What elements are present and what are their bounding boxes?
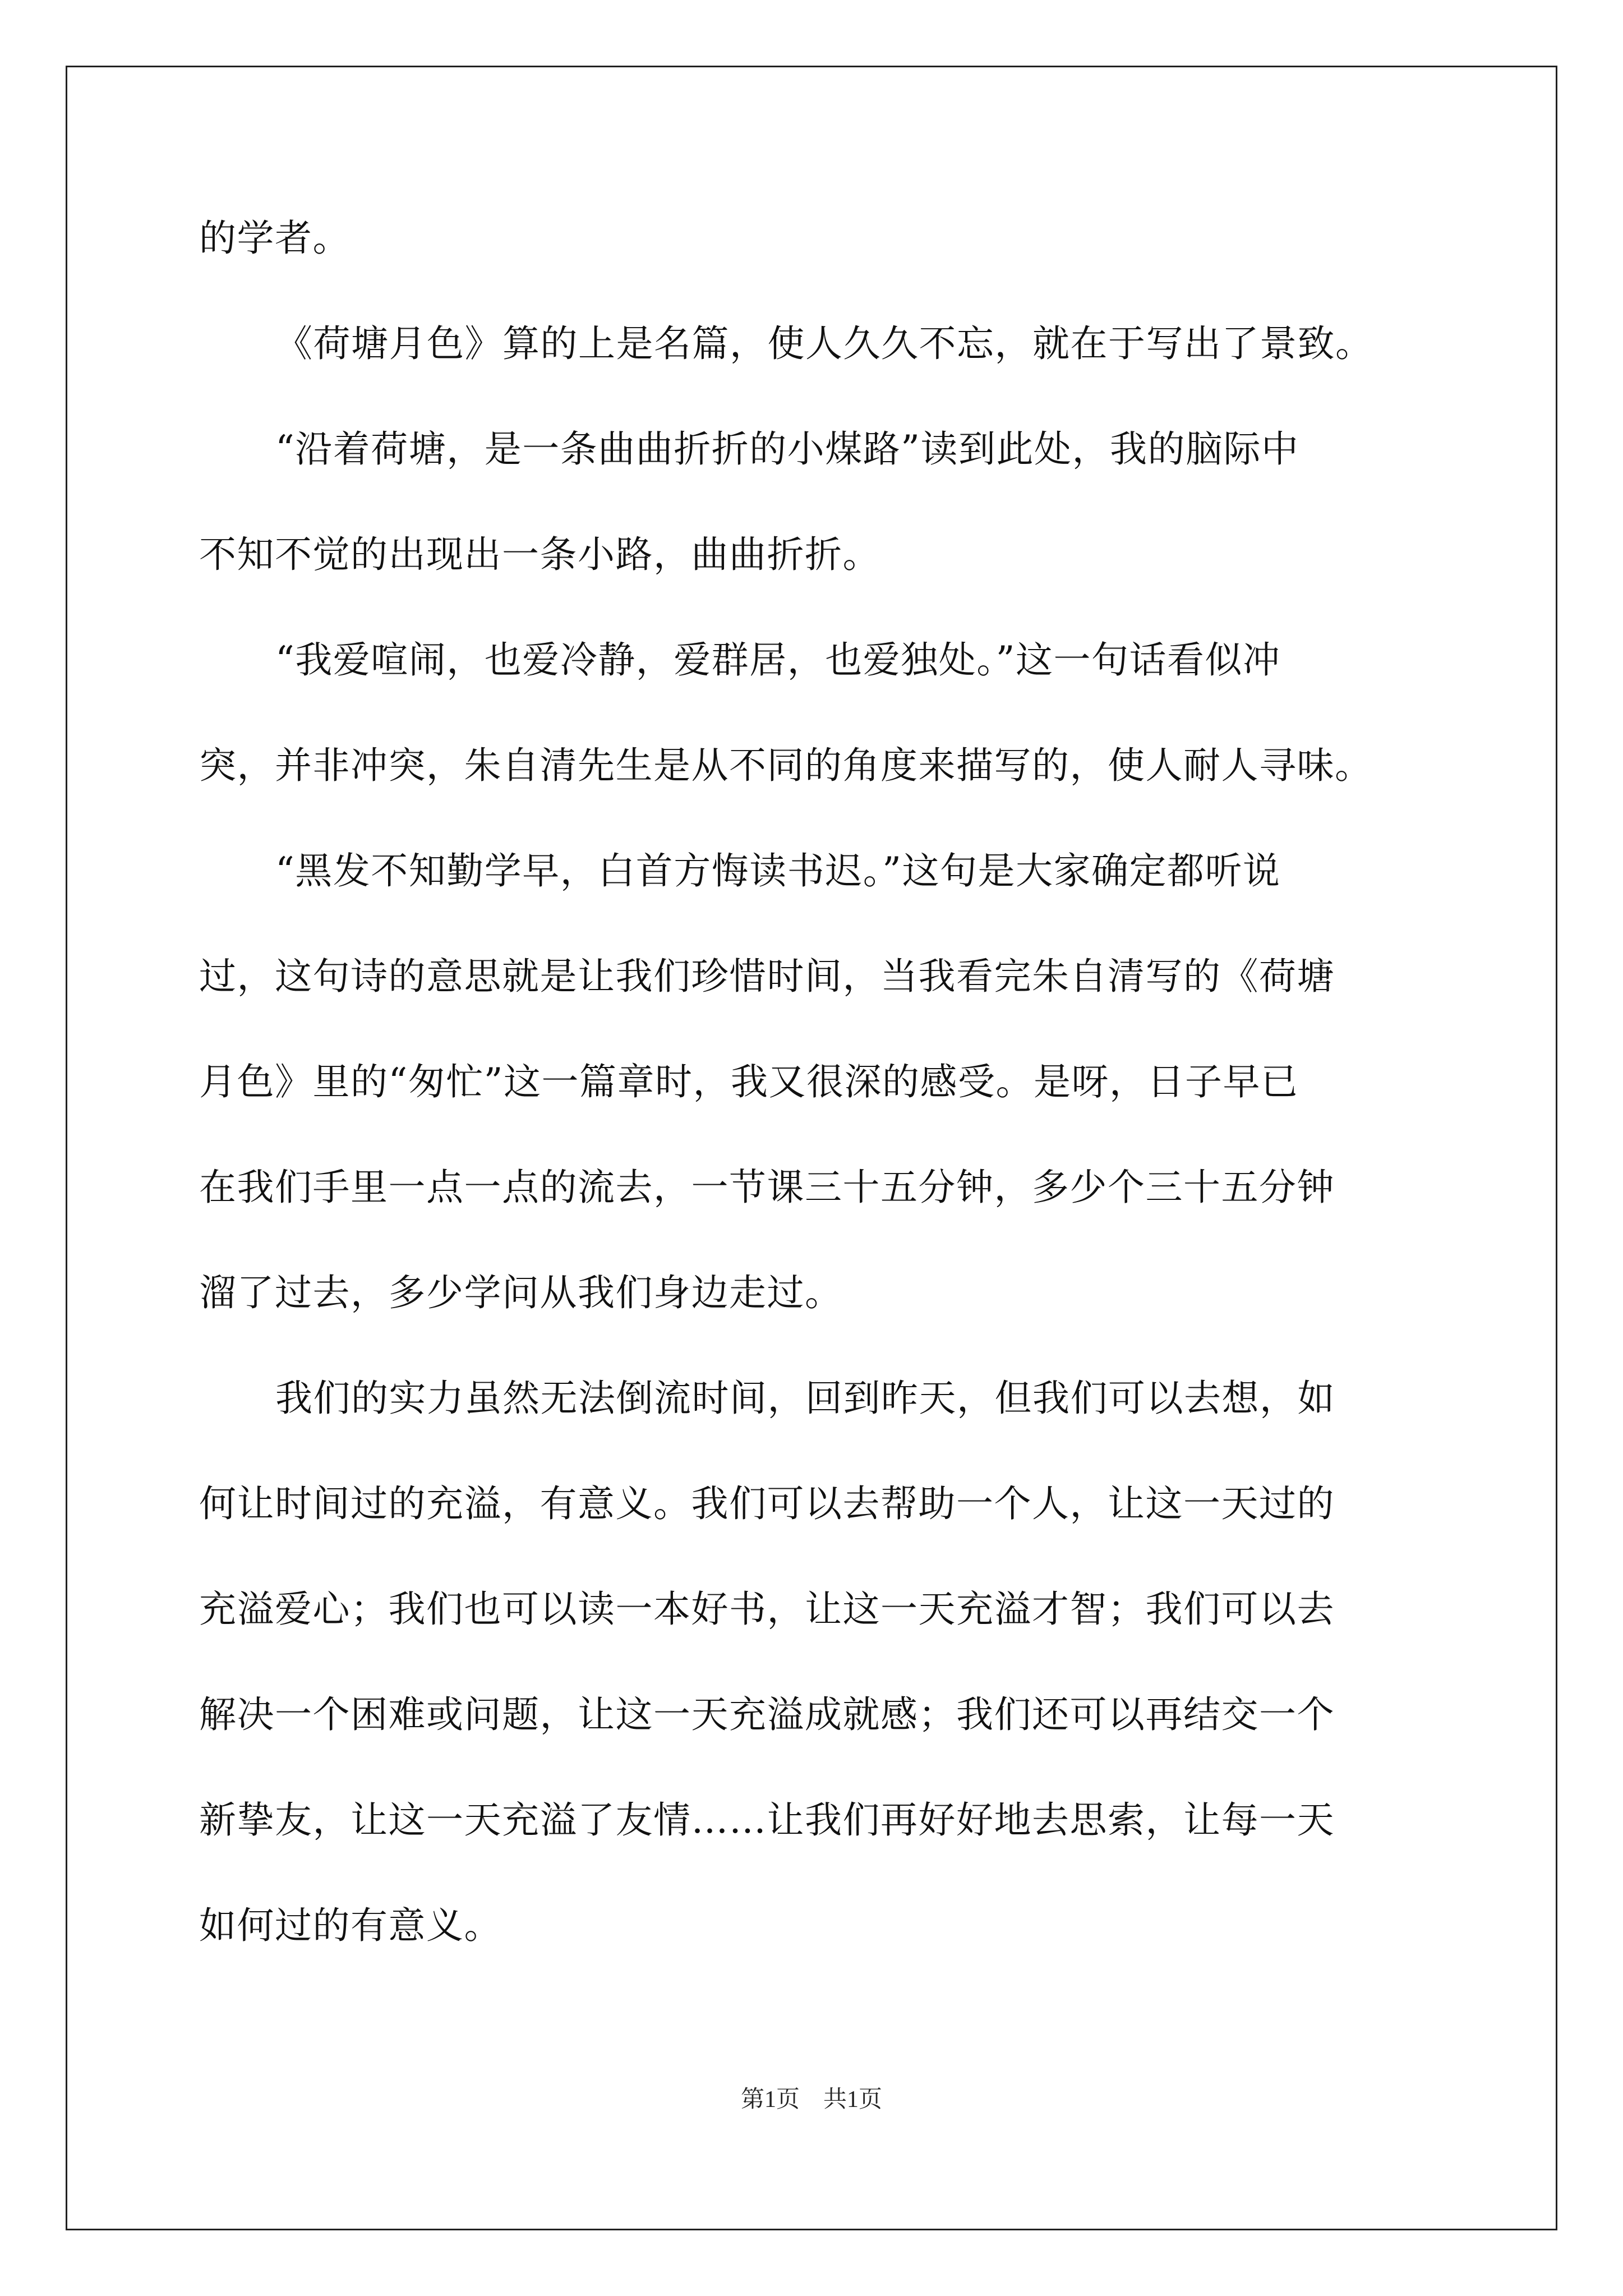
text-line: 过，这句诗的意思就是让我们珍惜时间，当我看完朱自清写的《荷塘	[199, 955, 1335, 998]
text-line: 新挚友，让这一天充溢了友情……让我们再好好地去思索，让每一天	[199, 1798, 1335, 1842]
text-line: 《荷塘月色》算的上是名篇，使人久久不忘，就在于写出了景致。	[275, 322, 1373, 365]
text-line: 突，并非冲突，朱自清先生是从不同的角度来描写的，使人耐人寻味。	[199, 744, 1373, 787]
text-line: 溜了过去，多少学问从我们身边走过。	[199, 1271, 843, 1314]
text-line: “黑发不知勤学早，白首方悔读书迟。”这句是大家确定都听说	[275, 849, 1281, 892]
text-line: 充溢爱心；我们也可以读一本好书，让这一天充溢才智；我们可以去	[199, 1588, 1335, 1631]
text-line: 何让时间过的充溢，有意义。我们可以去帮助一个人，让这一天过的	[199, 1482, 1335, 1525]
text-line: 我们的实力虽然无法倒流时间，回到昨天，但我们可以去想，如	[275, 1377, 1335, 1420]
text-line: 不知不觉的出现出一条小路，曲曲折折。	[199, 533, 880, 576]
page-footer: 第1页 共1页	[740, 2087, 882, 2113]
text-line: “我爱喧闹，也爱冷静，爱群居，也爱独处。”这一句话看似冲	[275, 638, 1281, 682]
text-line: 解决一个困难或问题，让这一天充溢成就感；我们还可以再结交一个	[199, 1693, 1335, 1736]
text-line: 在我们手里一点一点的流去，一节课三十五分钟，多少个三十五分钟	[199, 1166, 1335, 1209]
text-line: 月色》里的“匆忙”这一篇章时，我又很深的感受。是呀，日子早已	[199, 1060, 1299, 1103]
text-line: 如何过的有意义。	[199, 1904, 502, 1947]
text-line: “沿着荷塘，是一条曲曲折折的小煤路”读到此处，我的脑际中	[275, 427, 1299, 471]
text-line: 的学者。	[199, 217, 351, 260]
